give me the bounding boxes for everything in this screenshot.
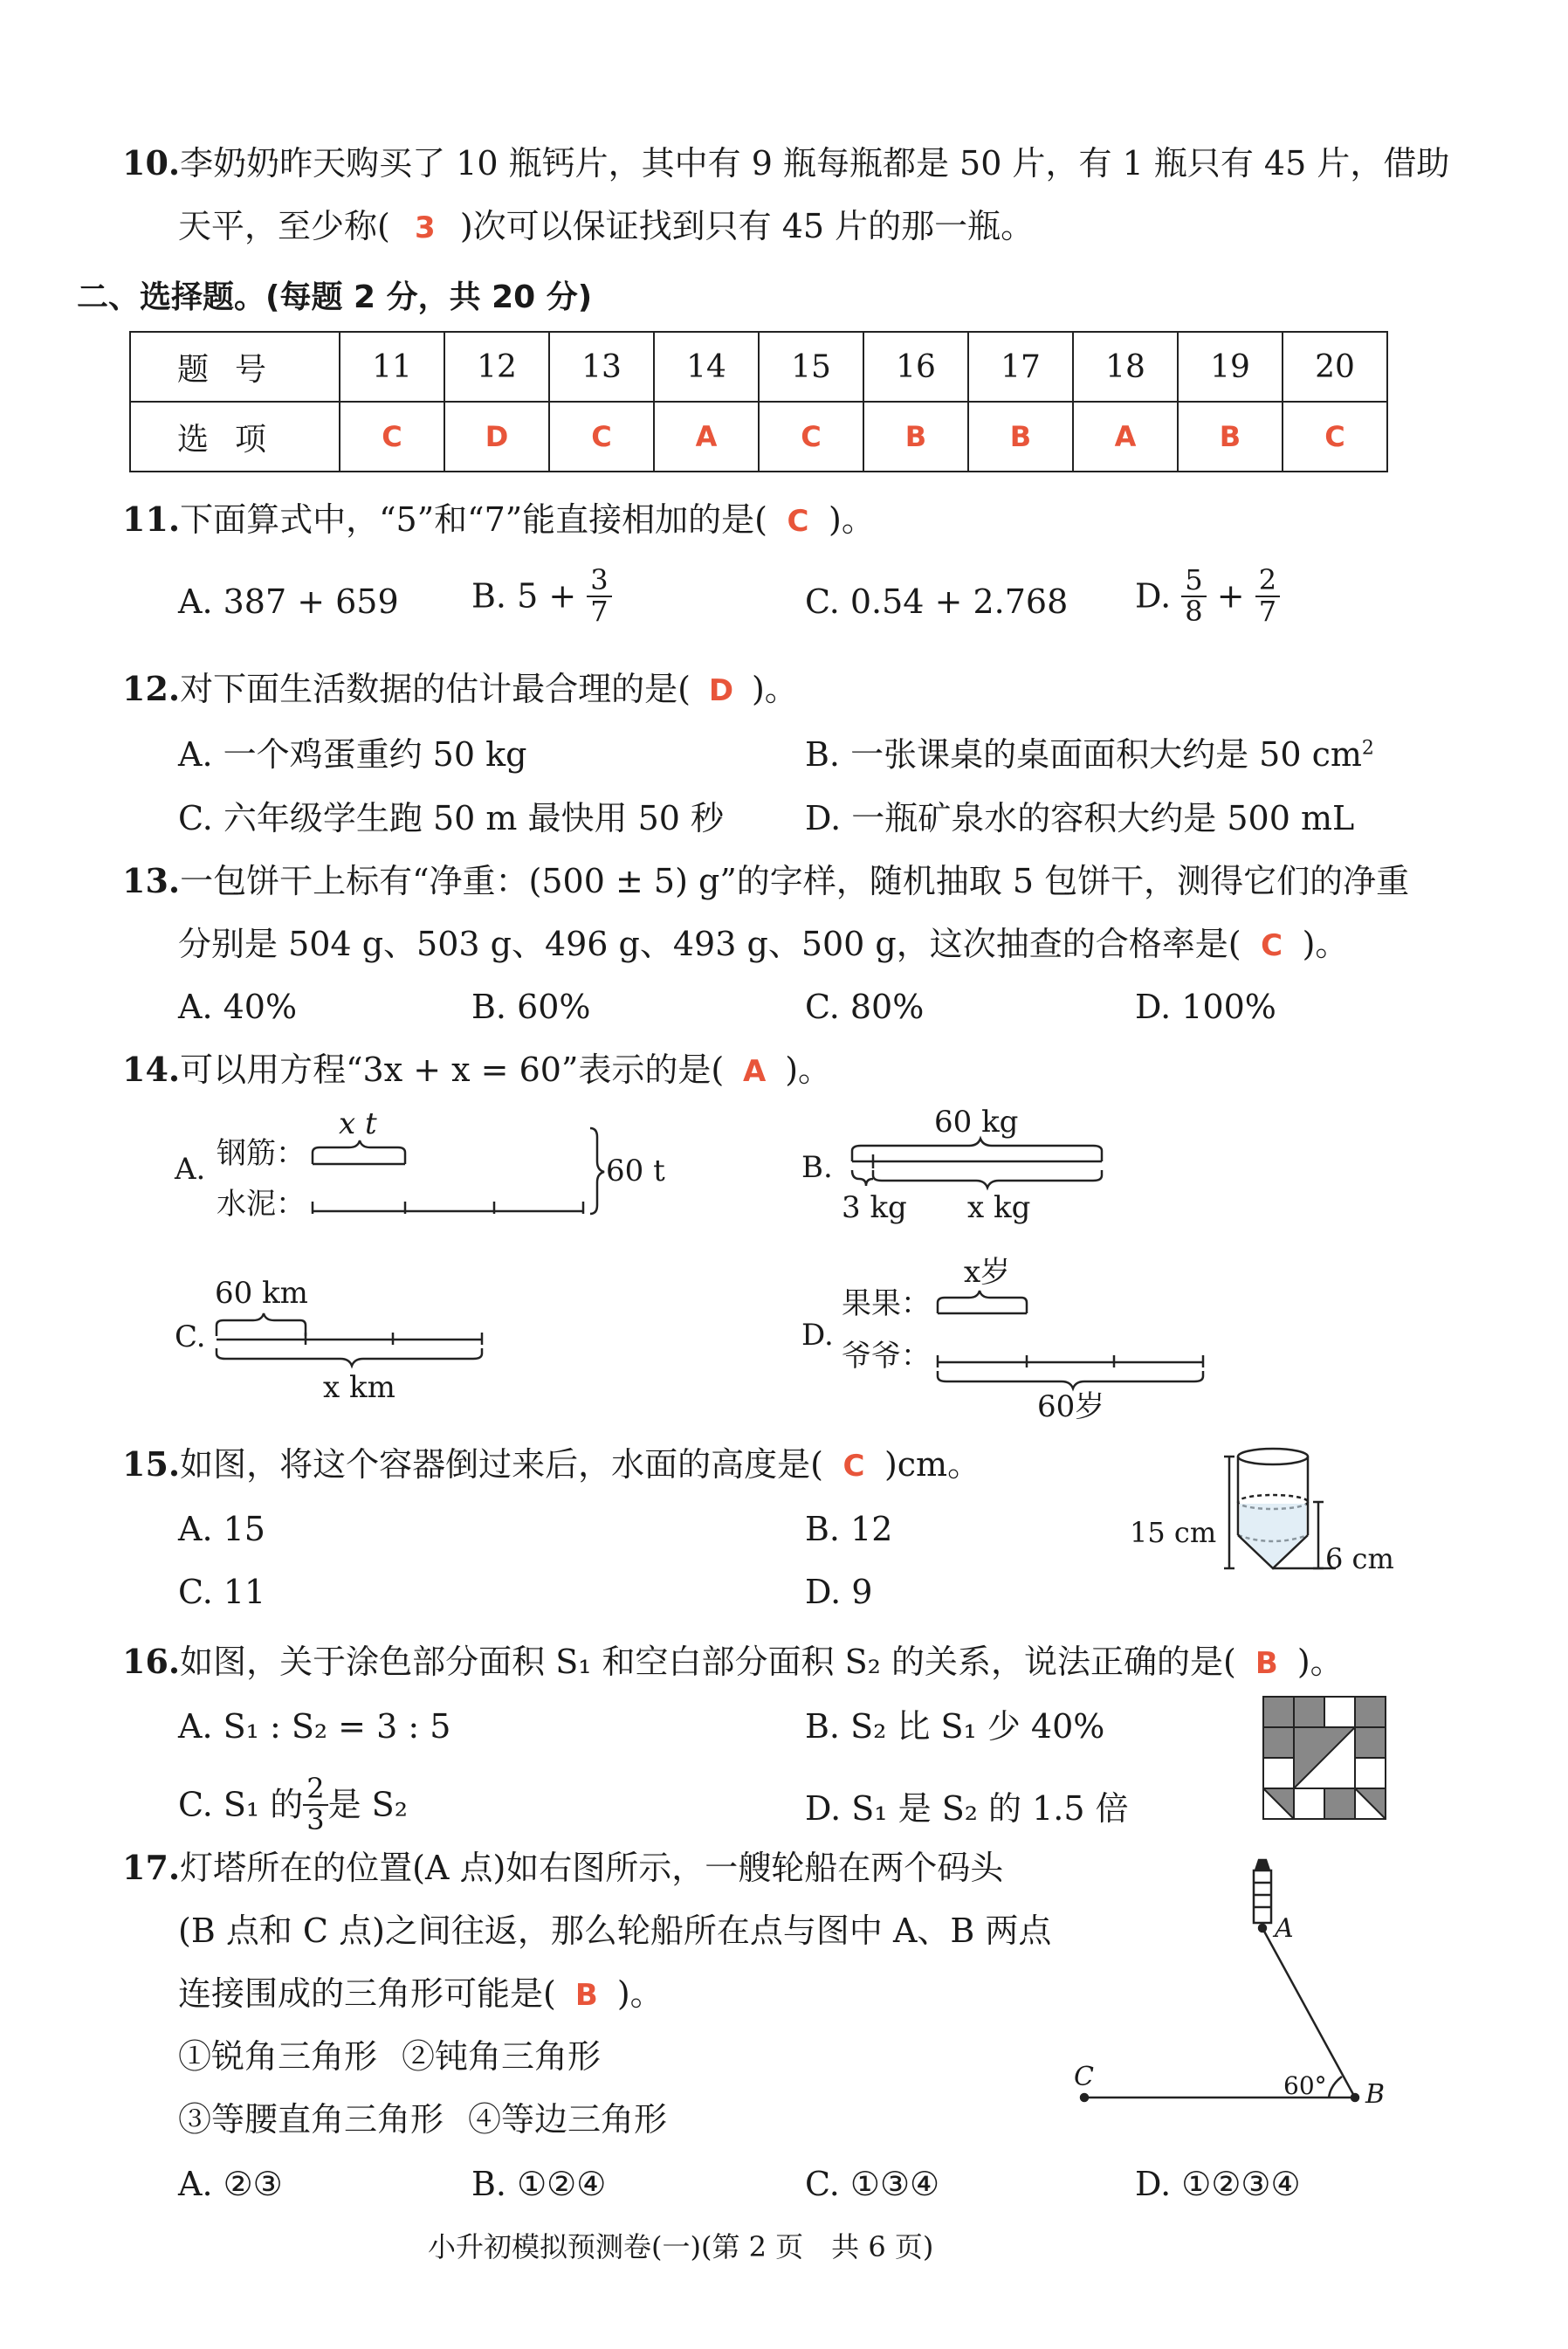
q17-text: 灯塔所在的位置(A 点)如右图所示，一艘轮船在两个码头 — [180, 1849, 1004, 1887]
q16-c-text2: 是 S₂ — [327, 1785, 408, 1824]
q15-option-a: A. 15 — [178, 1510, 265, 1548]
q10-text: 李奶奶昨天购买了 10 瓶钙片，其中有 9 瓶每瓶都是 50 片，有 1 瓶只有 45 片，借助 — [180, 144, 1450, 183]
q14a-brace-right — [590, 1128, 604, 1214]
q16-c-text: C. S₁ 的 — [178, 1785, 304, 1824]
q13-option-b: B. 60% — [471, 988, 591, 1026]
q16-c-fraction — [303, 1774, 327, 1835]
q17-number: 17. — [122, 1848, 181, 1887]
q11-answer: C — [787, 504, 809, 539]
table-answer-cell: B — [968, 402, 1073, 472]
q14c-top: 60 km — [215, 1276, 308, 1311]
q14a-row2: 水泥： — [217, 1187, 306, 1222]
q11-number: 11. — [122, 499, 181, 539]
q14d-label: D. — [801, 1318, 834, 1353]
fraction-denominator: 7 — [1258, 594, 1277, 628]
q17-lighthouse-figure — [1065, 1851, 1397, 2131]
q17-option-a: A. ②③ — [178, 2165, 283, 2203]
q15-text: 如图，将这个容器倒过来后，水面的高度是( — [180, 1445, 823, 1484]
q17-answer: B — [574, 1978, 598, 2013]
q12-text-end: )。 — [751, 670, 798, 708]
q17-line3 — [178, 1974, 664, 2013]
q14d-bottom: 60岁 — [1037, 1389, 1105, 1424]
table-answer-cell: D — [444, 402, 549, 472]
q13-text-end: )。 — [1302, 925, 1349, 963]
q16-number: 16. — [122, 1642, 181, 1681]
q17-items-row2 — [178, 2100, 668, 2139]
q12-answer: D — [708, 673, 734, 708]
q14b-brace-right — [873, 1170, 1102, 1188]
q14-number: 14. — [122, 1050, 181, 1089]
q11-d-plus: + — [1216, 576, 1245, 616]
q17-text-end: )。 — [616, 1974, 664, 2013]
q10-answer: 3 — [414, 210, 436, 245]
q12-option-d: D. 一瓶矿泉水的容积大约是 500 mL — [805, 799, 1355, 837]
q14a-brace-top — [313, 1140, 405, 1164]
q13-answer: C — [1261, 928, 1283, 963]
q17-item4: ④等边三角形 — [468, 2100, 668, 2139]
fraction-denominator: 7 — [590, 594, 609, 628]
q16-option-a: A. S₁ : S₂ = 3 : 5 — [178, 1707, 451, 1746]
q16-text-end: )。 — [1296, 1643, 1344, 1681]
q12-number: 12. — [122, 669, 181, 708]
q14b-brace-left — [852, 1170, 873, 1186]
q14d-row2: 爷爷： — [842, 1339, 931, 1374]
table-answer-cell: A — [1073, 402, 1178, 472]
table-cell: 13 — [549, 332, 654, 402]
q14a-label: A. — [175, 1152, 206, 1187]
q13-number: 13. — [122, 861, 181, 900]
point-B-label: B — [1365, 2079, 1386, 2110]
q14d-brace-top — [938, 1291, 1027, 1313]
q11-d-text: D. — [1135, 576, 1172, 616]
table-cell: 15 — [759, 332, 863, 402]
q15-number: 15. — [122, 1444, 181, 1484]
table-cell: 19 — [1178, 332, 1283, 402]
page-footer: 小升初模拟预测卷(一)(第 2 页 共 6 页) — [428, 2230, 934, 2263]
q17-items-row1 — [178, 2037, 602, 2076]
table-answer-cell: B — [1178, 402, 1283, 472]
fig-height-label: 15 cm — [1130, 1516, 1217, 1549]
fraction-numerator: 5 — [1181, 566, 1206, 597]
table-cell: 16 — [863, 332, 968, 402]
q15-option-d: D. 9 — [805, 1573, 873, 1611]
table-cell: 20 — [1283, 332, 1387, 402]
q15-option-c: C. 11 — [178, 1573, 266, 1611]
q15-container-figure — [1126, 1441, 1406, 1581]
q12-option-a: A. 一个鸡蛋重约 50 kg — [178, 735, 527, 774]
q11-b-text: B. 5 + — [471, 576, 577, 616]
fraction-numerator: 3 — [587, 566, 611, 597]
q13-text: 一包饼干上标有“净重：(500 ± 5) g”的字样，随机抽取 5 包饼干，测得它们的净重 — [180, 862, 1410, 900]
q11-text: 下面算式中，“5”和“7”能直接相加的是( — [180, 500, 768, 539]
q14a-brace-label: x t — [339, 1106, 377, 1141]
q11-option-c: C. 0.54 + 2.768 — [805, 582, 1069, 621]
table-cell: 11 — [340, 332, 444, 402]
q14a-row1: 钢筋： — [217, 1136, 306, 1171]
q17-text3: 连接围成的三角形可能是( — [178, 1974, 556, 2013]
q14c-brace-top — [217, 1313, 306, 1336]
q14d-top: x岁 — [964, 1255, 1011, 1290]
q17-item2: ②钝角三角形 — [402, 2037, 602, 2076]
fraction-denominator: 3 — [306, 1802, 325, 1836]
point-C-label: C — [1074, 2062, 1094, 2092]
fraction-numerator: 2 — [1255, 566, 1280, 597]
table-cell: 14 — [654, 332, 759, 402]
container-top-ellipse — [1238, 1449, 1308, 1464]
table-answer-cell: C — [1283, 402, 1387, 472]
q14-text: 可以用方程“3x + x = 60”表示的是( — [180, 1051, 725, 1089]
section-title: 二、选择题。(每题 2 分，共 20 分) — [77, 279, 593, 315]
fraction-denominator: 8 — [1185, 594, 1203, 628]
table-header-label: 题号 — [130, 332, 340, 402]
table-cell: 18 — [1073, 332, 1178, 402]
table-answer-cell: C — [759, 402, 863, 472]
q14b-left: 3 kg — [842, 1190, 907, 1225]
q11-option-a: A. 387 + 659 — [178, 582, 399, 621]
table-answer-label: 选项 — [130, 402, 340, 472]
table-cell: 17 — [968, 332, 1073, 402]
q16-text: 如图，关于涂色部分面积 S₁ 和空白部分面积 S₂ 的关系，说法正确的是( — [180, 1643, 1236, 1681]
q15-text-end: )cm。 — [884, 1445, 981, 1484]
q14d-row1: 果果： — [842, 1286, 931, 1321]
q14b-top: 60 kg — [934, 1105, 1019, 1140]
q13-option-c: C. 80% — [805, 988, 925, 1026]
q13-text2: 分别是 504 g、503 g、496 g、493 g、500 g，这次抽查的合格率是( — [178, 925, 1241, 963]
table-cell: 12 — [444, 332, 549, 402]
q14a-total: 60 t — [606, 1154, 665, 1188]
table-answer-cell: C — [549, 402, 654, 472]
q14c-bottom: x km — [323, 1370, 395, 1405]
q15-option-b: B. 12 — [805, 1510, 893, 1548]
q12-b-text: B. 一张课桌的桌面面积大约是 50 cm — [805, 735, 1362, 774]
q17-line1 — [122, 1848, 1004, 1887]
q14b-brace-top — [852, 1139, 1102, 1161]
q12-text: 对下面生活数据的估计最合理的是( — [180, 670, 691, 708]
table-answer-cell: C — [340, 402, 444, 472]
q15-stem — [122, 1444, 981, 1484]
q16-stem — [122, 1642, 1344, 1681]
fraction-numerator: 2 — [303, 1774, 327, 1806]
q10-text3: )次可以保证找到只有 45 片的那一瓶。 — [459, 207, 1035, 245]
q11-text-end: )。 — [829, 500, 875, 539]
q17-option-b: B. ①②④ — [471, 2165, 607, 2203]
angle-arc — [1329, 2077, 1342, 2098]
q14c-label: C. — [175, 1319, 206, 1354]
q16-square-figure — [1262, 1696, 1386, 1820]
q10-number: 10. — [122, 143, 181, 183]
q14b-label: B. — [801, 1150, 833, 1185]
q13-option-a: A. 40% — [178, 988, 298, 1026]
q10-text2: 天平，至少称( — [178, 207, 390, 245]
q14b-right: x kg — [967, 1190, 1031, 1225]
q17-item3: ③等腰直角三角形 — [178, 2100, 444, 2139]
q14-text-end: )。 — [785, 1051, 832, 1089]
table-answer-cell: A — [654, 402, 759, 472]
q16-option-b: B. S₂ 比 S₁ 少 40% — [805, 1707, 1105, 1746]
q14d-brace-bottom — [938, 1371, 1203, 1388]
q16-option-d: D. S₁ 是 S₂ 的 1.5 倍 — [805, 1789, 1129, 1828]
q12-b-sup: 2 — [1361, 737, 1374, 760]
q17-item1: ①锐角三角形 — [178, 2037, 378, 2076]
table-answer-cell: B — [863, 402, 968, 472]
q14c-brace-bottom — [217, 1348, 482, 1366]
q17-option-d: D. ①②③④ — [1135, 2165, 1301, 2203]
q15-answer: C — [842, 1449, 865, 1484]
fig-water-label: 6 cm — [1325, 1542, 1394, 1575]
point-A-label: A — [1275, 1913, 1294, 1944]
angle-label: 60° — [1283, 2071, 1327, 2100]
q14-answer: A — [743, 1054, 767, 1089]
lighthouse-icon — [1255, 1860, 1269, 1870]
q13-option-d: D. 100% — [1135, 988, 1276, 1026]
q17-line2: (B 点和 C 点)之间往返，那么轮船所在点与图中 A、B 两点 — [178, 1912, 1052, 1950]
q12-option-c: C. 六年级学生跑 50 m 最快用 50 秒 — [178, 799, 725, 837]
q16-option-c — [178, 1774, 408, 1835]
q17-option-c: C. ①③④ — [805, 2165, 940, 2203]
q16-answer: B — [1255, 1646, 1278, 1681]
